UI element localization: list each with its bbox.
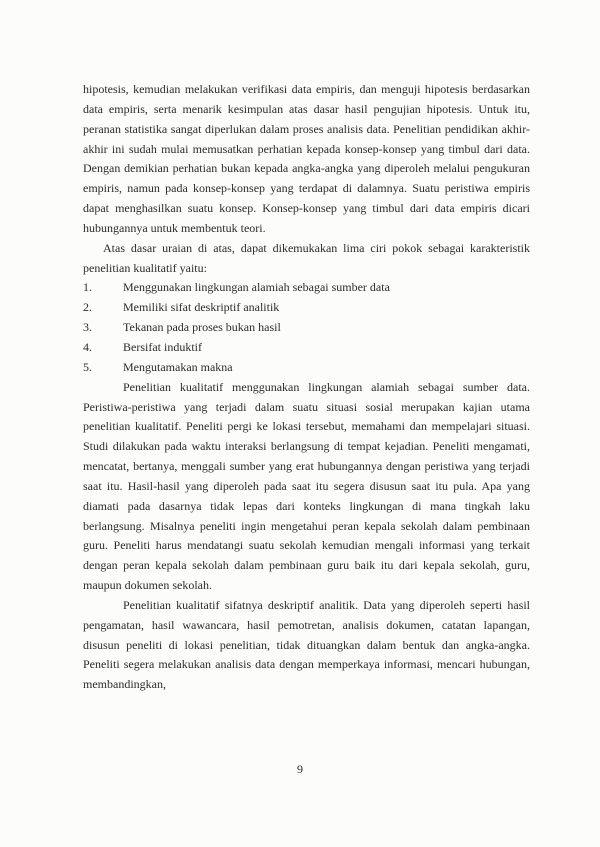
list-item-number: 4. <box>83 339 92 354</box>
paragraph-opening: hipotesis, kemudian melakukan verifikasi data empiris, dan menguji hipotesis berdasarkan data empiris, serta menarik kesimpulan atas dasar hasil pengujian hipotesis. Untuk itu, peranan statistika sangat diperlukan dalam proses analisis data. Penelitian pendidikan akhir-akhir ini sudah mulai memusatkan perhatian kepada konsep-konsep yang timbul dari data. Dengan demikian perhatian bukan kepada angka-angka yang diperoleh melalui pengukuran empiris, namun pada konsep-konsep yang terdapat di dalamnya. Suatu peristiwa empiris dapat menghasilkan suatu konsep. Konsep-konsep yang timbul dari data empiris dicari hubungannya untuk membentuk teori. <box>83 82 530 235</box>
paragraph-characteristics-intro: Atas dasar uraian di atas, dapat dikemukakan lima ciri pokok sebagai karakteristik penelitian kualitatif yaitu: <box>83 240 530 275</box>
list-item <box>83 358 530 378</box>
list-item-number: 2. <box>83 300 92 315</box>
list-item <box>83 338 530 358</box>
list-item-text: Mengutamakan makna <box>123 359 233 374</box>
list-item-text: Bersifat induktif <box>123 339 202 354</box>
list-item <box>83 298 530 318</box>
characteristics-list <box>83 278 530 377</box>
paragraph-descriptive-analytic: Penelitian kualitatif sifatnya deskriptif analitik. Data yang diperoleh seperti hasil pengamatan, hasil wawancara, hasil pemotretan, analisis dokumen, catatan lapangan, disusun peneliti di lokasi penelitian, tidak dituangkan dalam bentuk dan angka-angka. Peneliti segera melakukan analisis data dengan memperkaya informasi, mencari hubungan, membandingkan, <box>83 597 530 692</box>
list-item-text: Menggunakan lingkungan alamiah sebagai sumber data <box>123 280 390 295</box>
list-item-text: Tekanan pada proses bukan hasil <box>123 320 281 335</box>
paragraph-natural-setting: Penelitian kualitatif menggunakan lingkungan alamiah sebagai sumber data. Peristiwa-peristiwa yang terjadi dalam suatu situasi sosial merupakan kajian utama penelitian kualitatif. Peneliti pergi ke lokasi tersebut, memahami dan mempelajari situasi. Studi dilakukan pada waktu interaksi berlangsung di tempat kejadian. Peneliti mengamati, mencatat, bertanya, menggali sumber yang erat hubungannya dengan peristiwa yang terjadi saat itu. Hasil-hasil yang diperoleh pada saat itu segera disusun saat itu pula. Apa yang diamati pada dasarnya tidak lepas dari konteks lingkungan di mana tingkah laku berlangsung. Misalnya peneliti ingin mengetahui peran kepala sekolah dalam pembinaan guru. Peneliti harus mendatangi suatu sekolah kemudian mengali informasi yang terkait dengan peran kepala sekolah dalam pembinaan guru baik itu dari kepala sekolah, guru, maupun dokumen sekolah. <box>83 379 530 593</box>
list-item <box>83 318 530 338</box>
list-item-number: 1. <box>83 280 92 295</box>
list-item <box>83 278 530 298</box>
list-item-number: 3. <box>83 320 92 335</box>
list-item-text: Memiliki sifat deskriptif analitik <box>123 300 280 315</box>
page-number: 9 <box>297 762 303 776</box>
page-body <box>83 80 530 695</box>
list-item-number: 5. <box>83 359 92 374</box>
